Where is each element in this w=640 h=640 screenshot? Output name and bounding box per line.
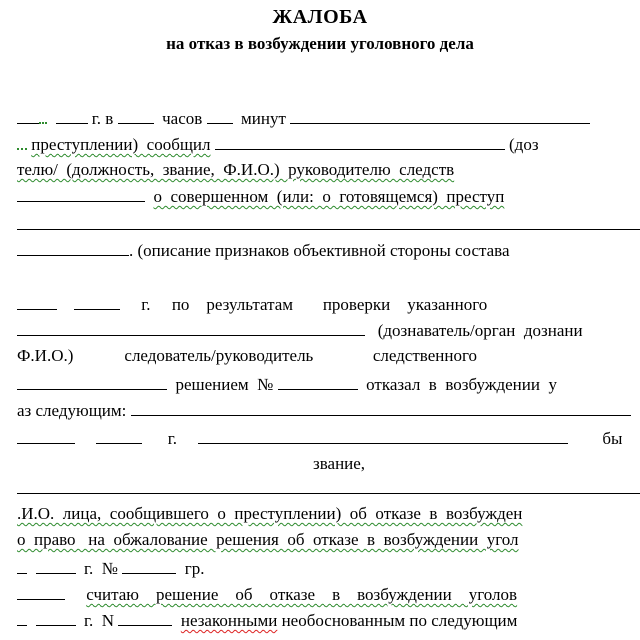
line-position: телю/ (должность, звание, Ф.И.О.) руководителю следств [17,160,455,179]
line-investigator-name: Ф.И.О.) следователь/руководитель следственного [17,346,478,365]
document-title: ЖАЛОБА [272,6,368,28]
line-consider: считаю решение об отказе в возбуждении уголов [0,564,517,584]
line-investigator: (дознаватель/орган дознани [0,300,583,320]
line-right-to-appeal: о право на обжалование решения об отказе в возбуждении угол [17,530,519,549]
line-date-time: г. в часов минут [0,88,590,108]
line-reporter-name: .И.О. лица, сообщившего о преступлении) об отказе в возбужден [17,504,523,523]
line-rank: звание, [313,454,366,473]
line-crime-type: о совершенном (или: о готовящемся) преступ [0,166,504,186]
line-reasons: аз следующим: [0,380,631,400]
line-date-2: г. бы [0,408,622,428]
line-unlawful: г. N незаконными необоснованным по следующим [0,590,517,610]
line-number: г. № гр. [0,538,205,558]
line-blank [0,194,640,214]
line-check-results: г. по результатам проверки указанного [0,274,487,294]
line-decision: решением № отказал в возбуждении у [0,354,557,374]
document-subtitle: на отказ в возбуждении уголовного дела [166,34,474,53]
line-blank-2 [0,458,640,478]
line-description: . (описание признаков объективной стороны состава [0,220,510,240]
line-reported: преступлении) сообщил (доз [0,114,539,134]
